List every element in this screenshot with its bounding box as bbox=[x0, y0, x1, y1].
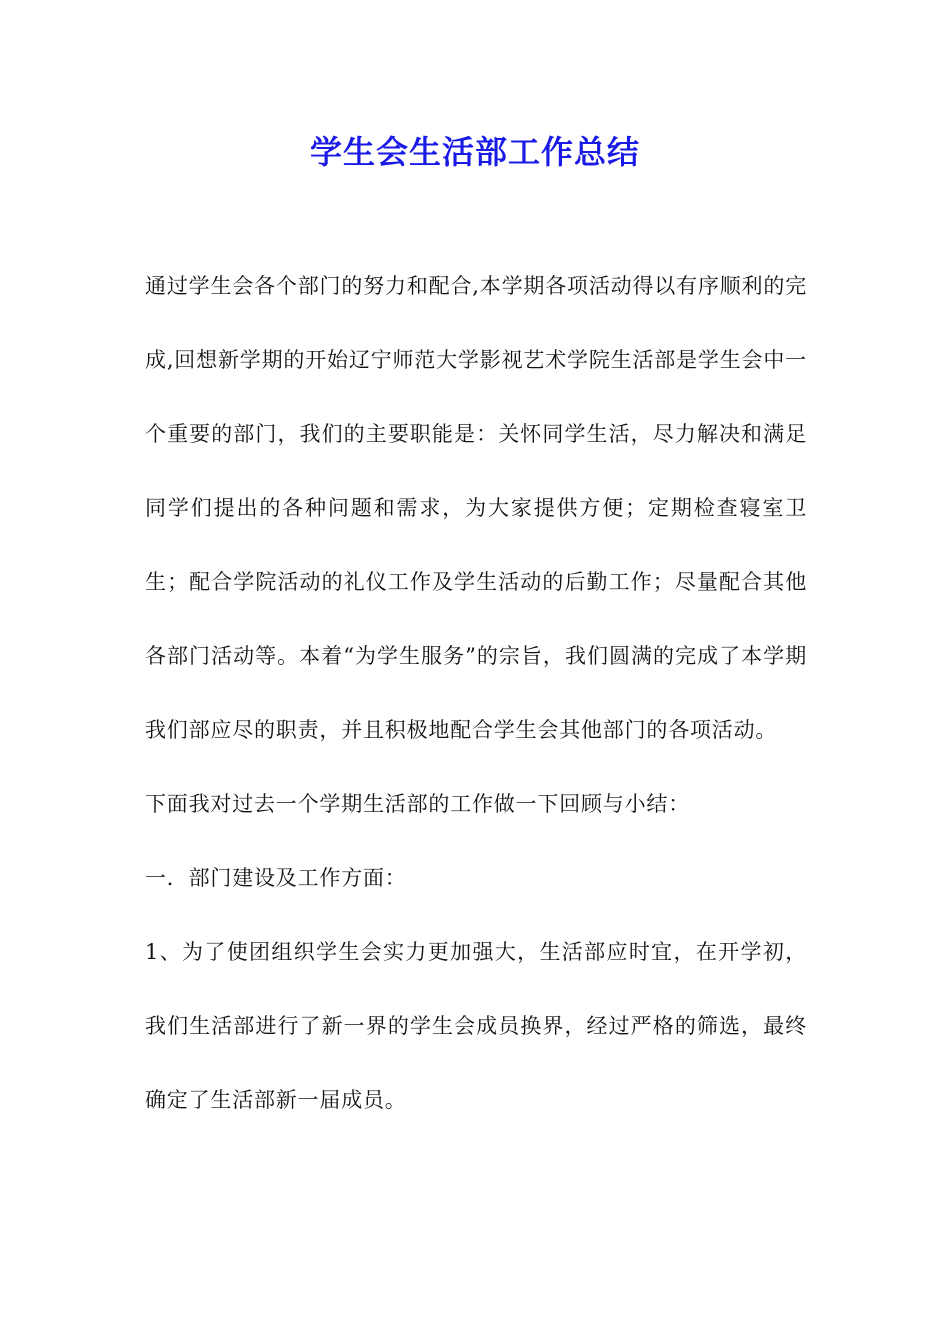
paragraph-intro: 通过学生会各个部门的努力和配合,本学期各项活动得以有序顺利的完成,回想新学期的开始辽宁师范大学影视艺术学院生活部是学生会中一个重要的部门，我们的主要职能是：关怀同学生活，尽力解决和满足同学们提出的各种问题和需求，为大家提供方便；定期检查寝室卫生；配合学院活动的礼仪工作及学生活动的后勤工作；尽量配合其他各部门活动等。本着“为学生服务”的宗旨，我们圆满的完成了本学期我们部应尽的职责，并且积极地配合学生会其他部门的各项活动。 bbox=[145, 274, 807, 742]
section-heading-department: 一．部门建设及工作方面： bbox=[145, 866, 407, 890]
document-body bbox=[145, 262, 807, 1150]
document-title: 学生会生活部工作总结 bbox=[309, 133, 640, 171]
paragraph-review-lead: 下面我对过去一个学期生活部的工作做一下回顾与小结： bbox=[145, 792, 690, 816]
paragraph-item-1: 1、为了使团组织学生会实力更加强大，生活部应时宜，在开学初，我们生活部进行了新一界的学生会成员换界，经过严格的筛选，最终确定了生活部新一届成员。 bbox=[145, 940, 807, 1112]
